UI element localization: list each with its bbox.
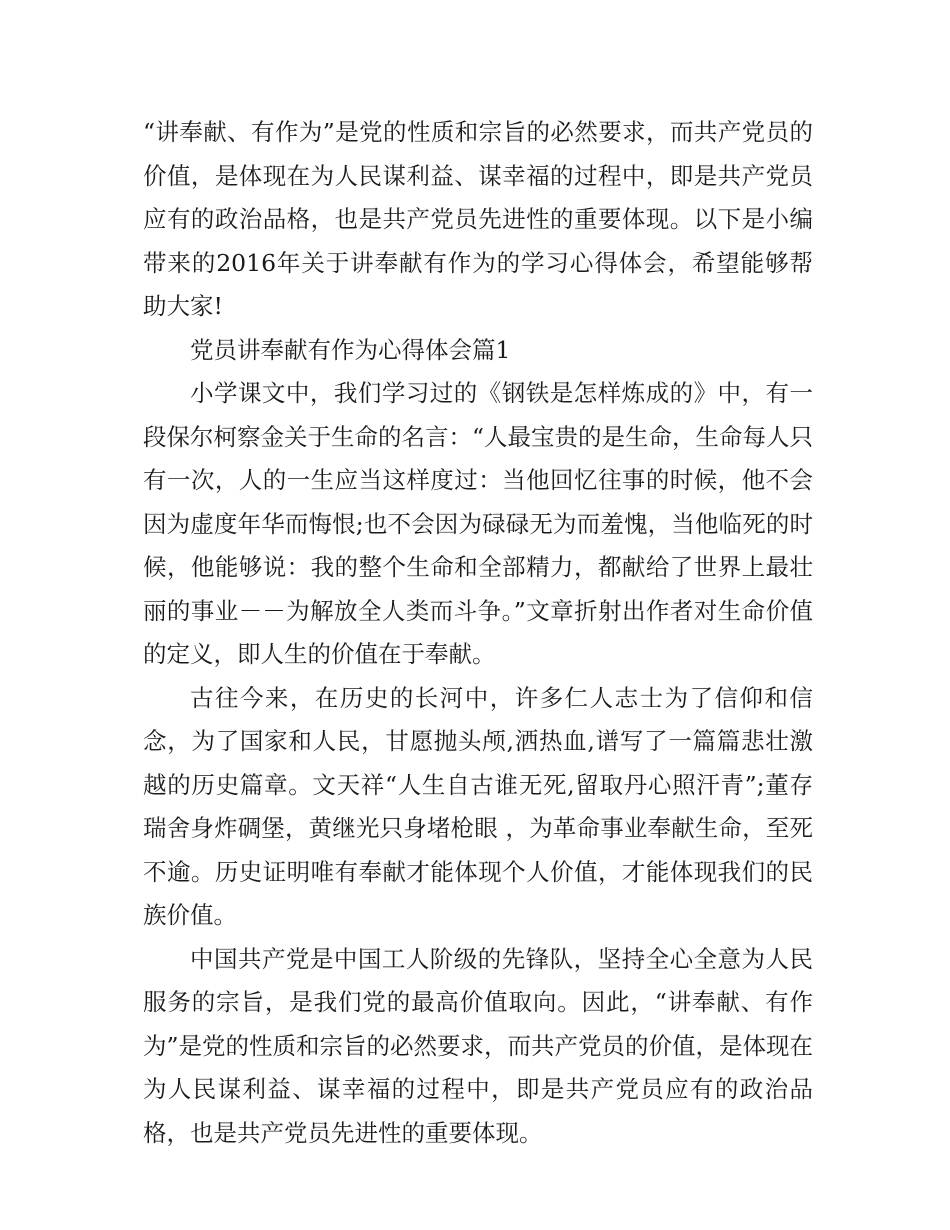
- intro-paragraph: “讲奉献、有作为”是党的性质和宗旨的必然要求，而共产党员的价值，是体现在为人民谋利益、谋幸福的过程中，即是共产党员应有的政治品格，也是共产党员先进性的重要体现。以下是小编带来的2016年关于讲奉献有作为的学习心得体会，希望能够帮助大家!: [143, 118, 813, 320]
- body-paragraph-1: 小学课文中，我们学习过的《钢铁是怎样炼成的》中，有一段保尔柯察金关于生命的名言：“人最宝贵的是生命，生命每人只有一次，人的一生应当这样度过：当他回忆往事的时候，他不会因为虚度年华而悔恨;也不会因为碌碌无为而羞愧，当他临死的时候，他能够说：我的整个生命和全部精力，都献给了世界上最壮丽的事业－－为解放全人类而斗争。”文章折射出作者对生命价值的定义，即人生的价值在于奉献。: [143, 379, 814, 668]
- body-paragraph-2: 古往今来，在历史的长河中，许多仁人志士为了信仰和信念，为了国家和人民，甘愿抛头颅,洒热血,谱写了一篇篇悲壮激越的历史篇章。文天祥“人生自古谁无死,留取丹心照汗青”;董存瑞舍身炸碉堡，黄继光只身堵枪眼 ，为革命事业奉献生命，至死不逾。历史证明唯有奉献才能体现个人价值，才能体现我们的民族价值。: [143, 683, 813, 929]
- section-heading: 党员讲奉献有作为心得体会篇1: [190, 335, 511, 364]
- document-body: [143, 111, 813, 1155]
- body-paragraph-3: 中国共产党是中国工人阶级的先锋队，坚持全心全意为人民服务的宗旨，是我们党的最高价值取向。因此，“讲奉献、有作为”是党的性质和宗旨的必然要求，而共产党员的价值，是体现在为人民谋利益、谋幸福的过程中，即是共产党员应有的政治品格，也是共产党员先进性的重要体现。: [143, 944, 814, 1147]
